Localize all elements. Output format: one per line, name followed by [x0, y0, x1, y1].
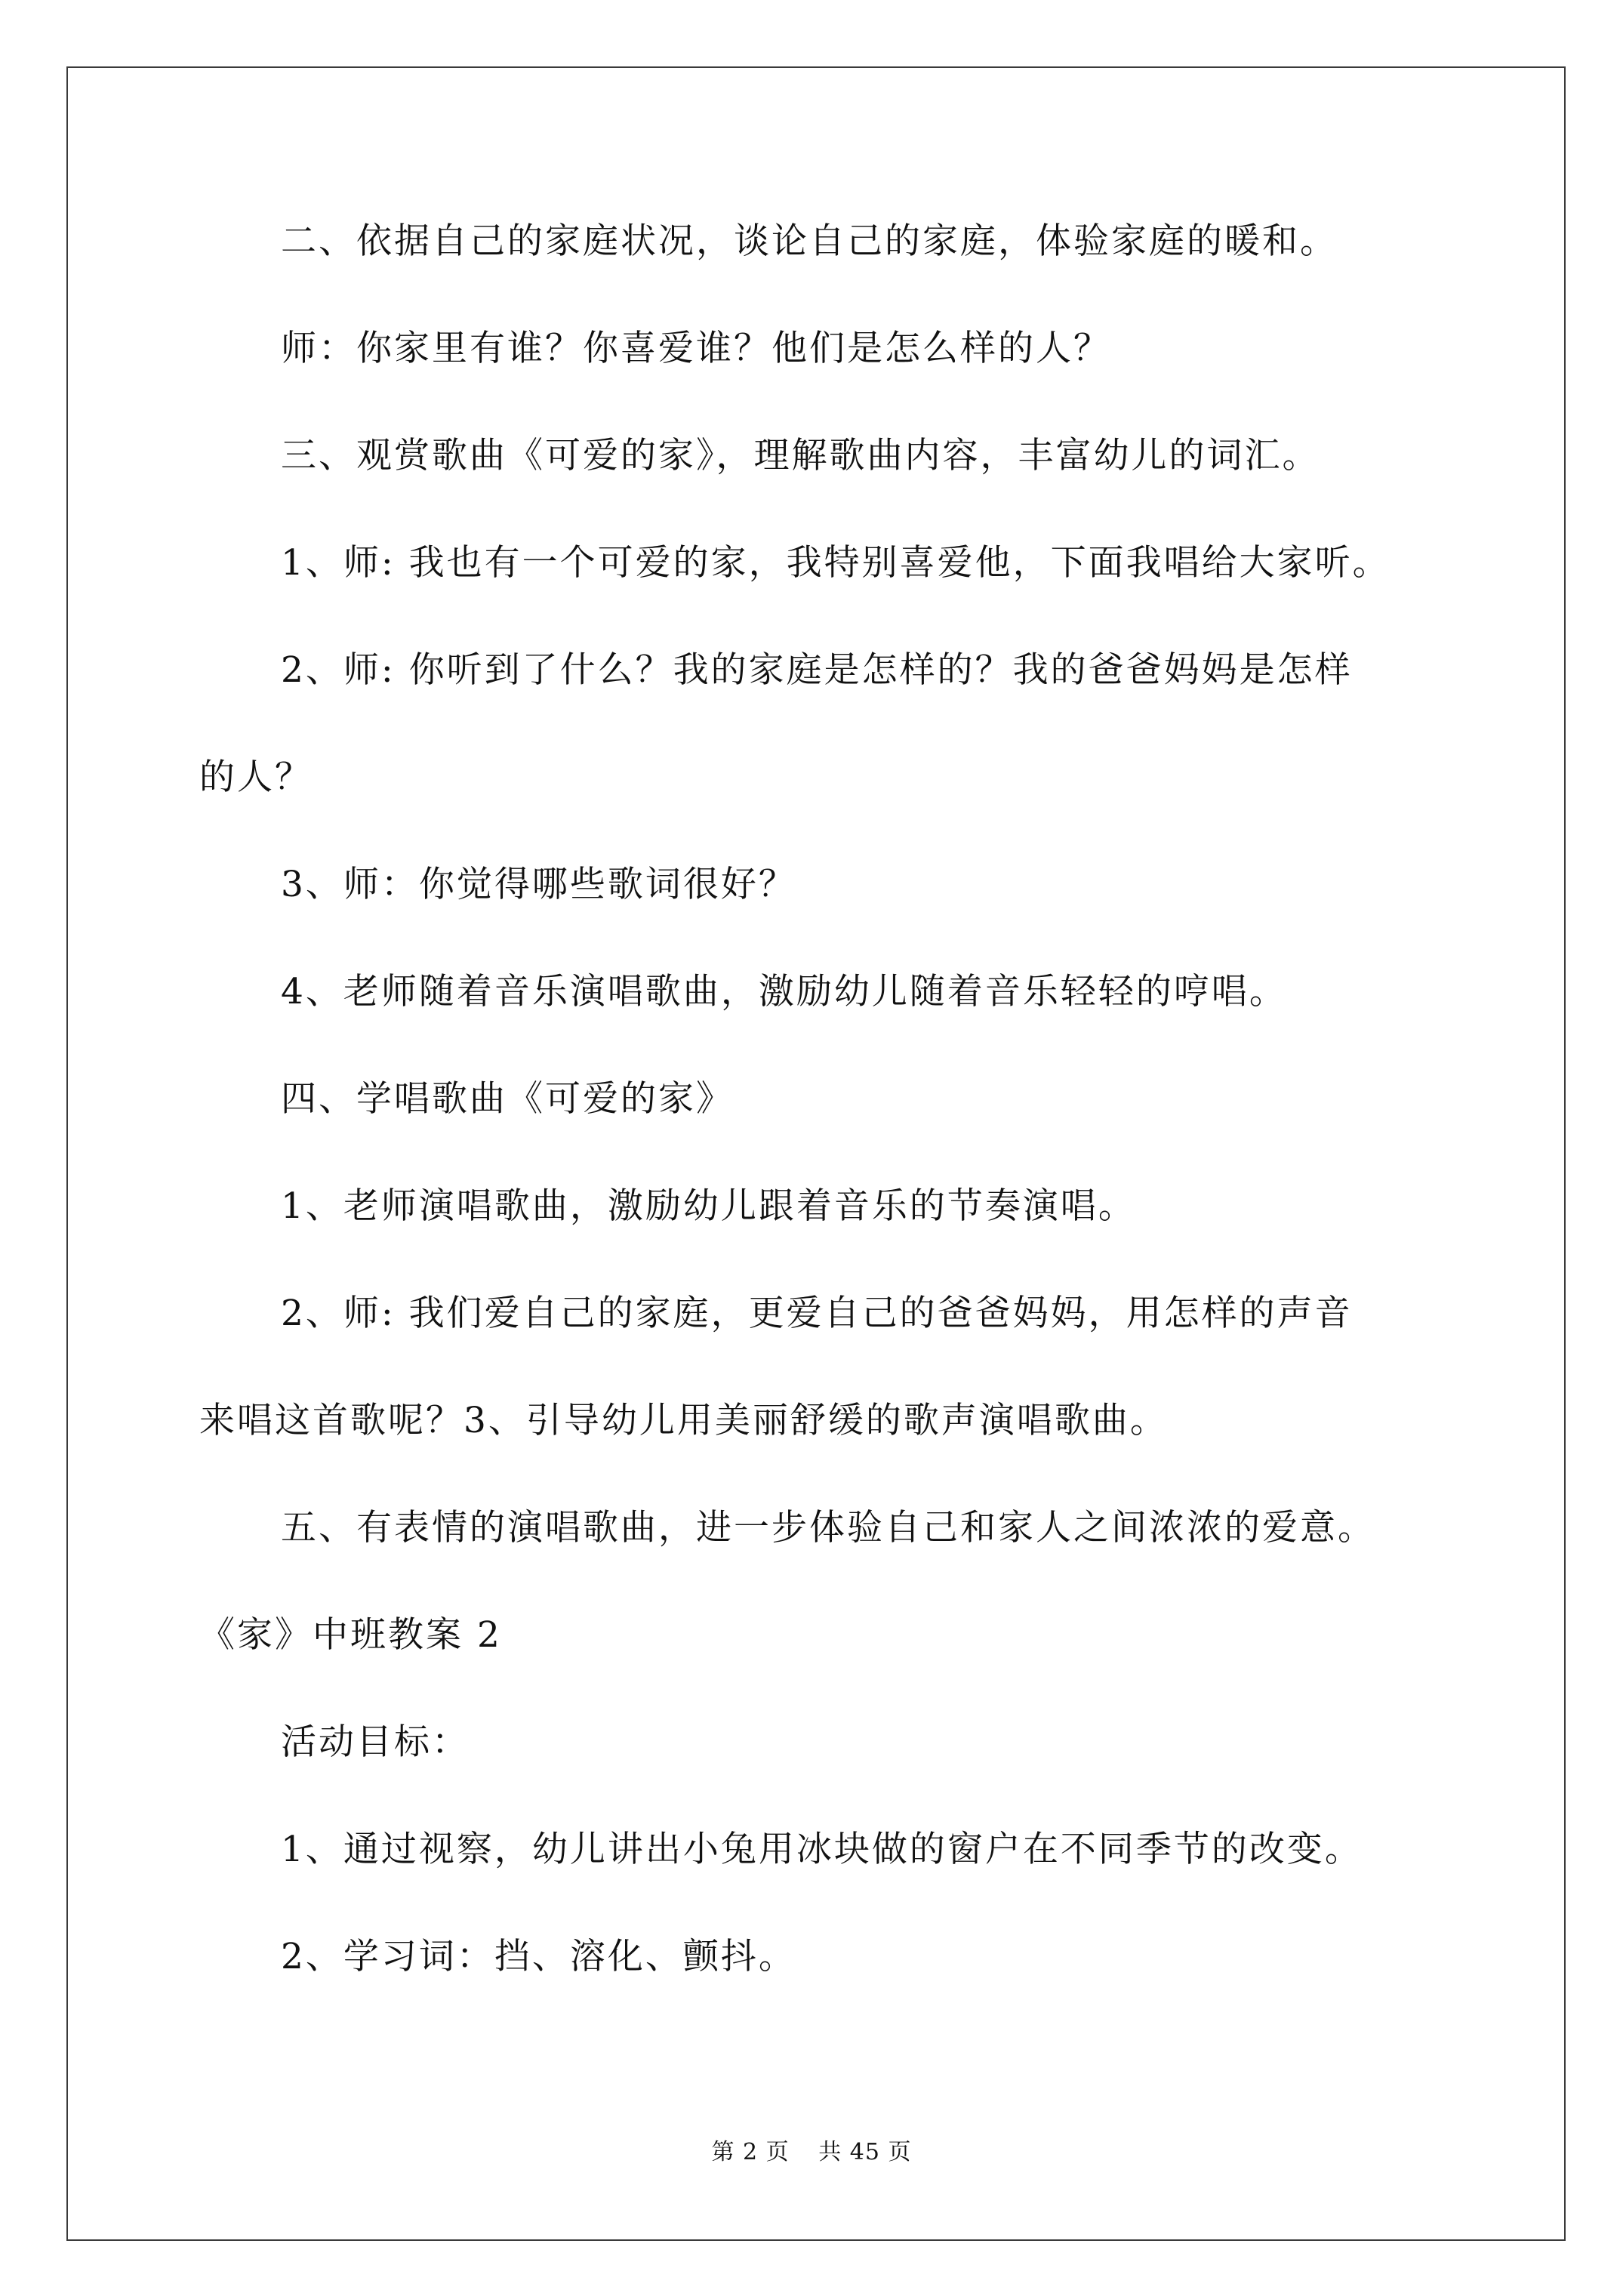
page-frame — [66, 66, 1566, 2241]
page-total: 共 45 页 — [818, 2139, 912, 2165]
paragraph-line: 1、师: 我也有一个可爱的家，我特别喜爱他，下面我唱给大家听。 — [281, 542, 1390, 584]
paragraph-line: 1、通过视察，幼儿讲出小兔用冰块做的窗户在不同季节的改变。 — [281, 1829, 1363, 1870]
paragraph-line: 1、老师演唱歌曲，激励幼儿跟着音乐的节奏演唱。 — [281, 1185, 1136, 1227]
paragraph-line: 2、学习词：挡、溶化、颤抖。 — [281, 1936, 796, 1977]
paragraph-line: 3、师：你觉得哪些歌词很好？ — [281, 864, 796, 905]
section-heading: 四、学唱歌曲《可爱的家》 — [281, 1078, 734, 1120]
paragraph-line: 五、有表情的演唱歌曲，进一步体验自己和家人之间浓浓的爱意。 — [281, 1507, 1375, 1549]
section-heading: 活动目标： — [281, 1721, 470, 1763]
paragraph-line: 来唱这首歌呢？3、引导幼儿用美丽舒缓的歌声演唱歌曲。 — [199, 1400, 1168, 1441]
lesson-title: 《家》中班教案 2 — [199, 1614, 502, 1656]
page-footer — [0, 2133, 1623, 2166]
paragraph-line: 师：你家里有谁？你喜爱谁？他们是怎么样的人？ — [281, 328, 1111, 369]
paragraph-line: 三、观赏歌曲《可爱的家》，理解歌曲内容，丰富幼儿的词汇。 — [281, 435, 1320, 476]
paragraph-line: 的人？ — [199, 757, 313, 798]
paragraph-line: 2、师: 你听到了什么？我的家庭是怎样的？我的爸爸妈妈是怎样 — [281, 649, 1353, 691]
paragraph-line: 4、老师随着音乐演唱歌曲，激励幼儿随着音乐轻轻的哼唱。 — [281, 971, 1287, 1012]
page-number: 第 2 页 — [711, 2139, 790, 2165]
paragraph-line: 二、依据自己的家庭状况，谈论自己的家庭，体验家庭的暖和。 — [281, 220, 1338, 262]
paragraph-line: 2、师: 我们爱自己的家庭，更爱自己的爸爸妈妈，用怎样的声音 — [281, 1293, 1353, 1334]
